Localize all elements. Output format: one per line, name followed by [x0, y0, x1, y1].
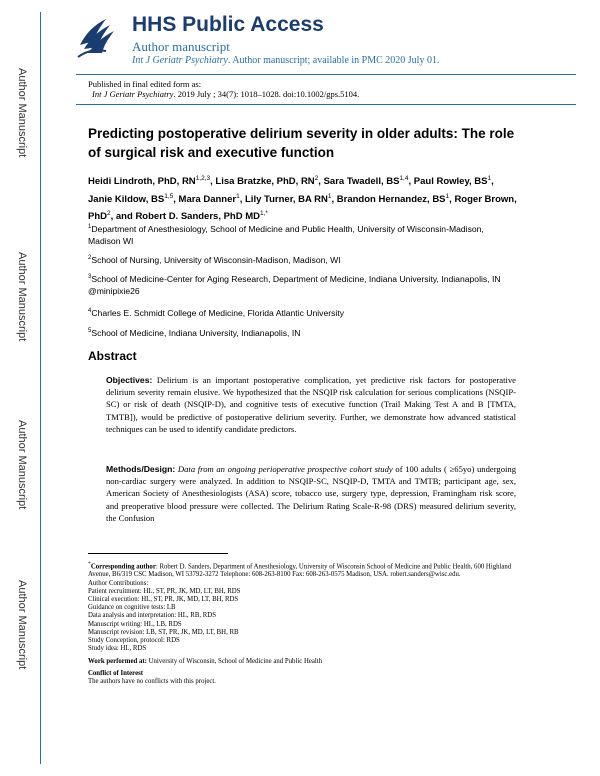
affiliation: $^1$Department of Anesthesiology, School of Medicine and Public Health, University of Wisconsin-Madison, Madison WI [88, 223, 484, 246]
header-rule [76, 74, 576, 75]
hhs-title: HHS Public Access [132, 13, 324, 36]
hhs-header [76, 13, 576, 75]
sidebar-rule [40, 12, 41, 764]
sidebar-label: Author Manuscript [16, 580, 28, 670]
hhs-eagle-logo-icon [76, 15, 116, 59]
contribution-line: Manuscript writing: HL, LB, RDS [88, 620, 182, 628]
author-list: Heidi Lindroth, PhD, RN$^{1,2,3}$, Lisa Bratzke, PhD, $RN^2$, Sara Twadell, BS$^{1,4}$, Paul Rowley, $BS^1$, Janie Kildow, BS$^{1,5}$, Mara Danner$^1$, Lily Turner, BA $RN^1$, Brandon Hernandez, $BS^1$, Roger Brown, PhD$^2$, and Robert D. Sanders, PhD $MD^{1,*}$ [88, 175, 517, 223]
affiliation: $^5$School of Medicine, Indiana University, Indianapolis, IN [88, 327, 301, 338]
sidebar-label: Author Manuscript [16, 420, 28, 510]
contribution-line: Study Conception, protocol: RDS [88, 637, 180, 645]
contribution-line: Patient recruitment: HL, ST, PR, JK, MD, LT, BH, RDS [88, 587, 241, 595]
contribution-line: Guidance on cognitive tests: LB [88, 604, 176, 612]
work-performed: Work performed at: University of Wisconsin, School of Medicine and Public Health [88, 657, 323, 665]
footnote-rule [88, 553, 228, 554]
conflict-heading: Conflict of Interest [88, 669, 143, 677]
abstract-objectives: Objectives: Delirium is an important postoperative complication, yet predictive risk factors for postoperative delirium severity remain elusive. We hypothesized that the NSQIP risk calculation for serious complications (NSQIP-SC) or risk of death (NSQIP-D), and cognitive tests of executive function (Trail Making Test A and B [TMTA, TMTB]), would be predictive of postoperative delirium severity. Further, we demonstrate how advanced statistical techniques can be used to identify candidate predictors. [106, 375, 516, 434]
contribution-line: Clinical execution: HL, ST, PR, JK, MD, LT, BH, RDS [88, 596, 239, 604]
sidebar-label: Author Manuscript [16, 252, 28, 342]
contribution-line: Study idea: HL, RDS [88, 645, 147, 653]
footnotes [88, 560, 518, 686]
abstract-methods: Methods/Design: Data from an ongoing perioperative prospective cohort study of 100 adults ( ≥65yo) undergoing non-cardiac surgery were analyzed. In addition to NSQIP-SC, NSQIP-D, TMTA and TMTB; participant age, sex, American Society of Anesthesiologists (ASA) score, tobacco use, surgery type, depression, Framingham risk score, and preoperative blood pressure were collected. The Delirium Rating Scale-R-98 (DRS) measured delirium severity, the Confusion [106, 464, 516, 523]
conflict-text: The authors have no conflicts with this project. [88, 677, 216, 685]
abstract-heading: Abstract [88, 349, 137, 363]
contribution-line: Manuscript revision: LB, ST, PR, JK, MD, LT, BH, RB [88, 628, 239, 636]
affiliation: $^4$Charles E. Schmidt College of Medicine, Florida Atlantic University [88, 307, 345, 318]
corresponding-author: *Corresponding author: Robert D. Sanders, Department of Anesthesiology, University of Wisconsin School of Medicine and Public Health, 600 Highland Avenue, B6/319 CSC Madison, WI 53792-3272 Telephone: 608-263-8100 Fax: 608-263-0575 Madison, USA. robert.sanders@wisc.edu. [88, 561, 512, 579]
publication-info: Published in final edited form as: Int J Geriatr Psychiatry. 2019 July ; 34(7): 1018–1028. doi:10.1002/gps.5104. [88, 79, 360, 99]
contribution-line: Data analysis and interpretation: HL, RB, RDS [88, 612, 216, 620]
affiliation: $^2$School of Nursing, University of Wisconsin-Madison, Madison, WI [88, 254, 341, 265]
author-manuscript-label: Author manuscript [132, 39, 230, 54]
journal-availability: Int J Geriatr Psychiatry. Author manuscript; available in PMC 2020 July 01. [132, 55, 440, 66]
contribution-line: Author Contributions: [88, 579, 149, 587]
sidebar-label: Author Manuscript [16, 68, 28, 158]
affiliation: $^3$School of Medicine-Center for Aging Research, Department of Medicine, Indiana University, Indianapolis, IN @minipixie26 [88, 273, 501, 296]
article-title: Predicting postoperative delirium severity in older adults: The role of surgical risk and executive function [88, 126, 515, 160]
publication-rule [76, 104, 576, 105]
